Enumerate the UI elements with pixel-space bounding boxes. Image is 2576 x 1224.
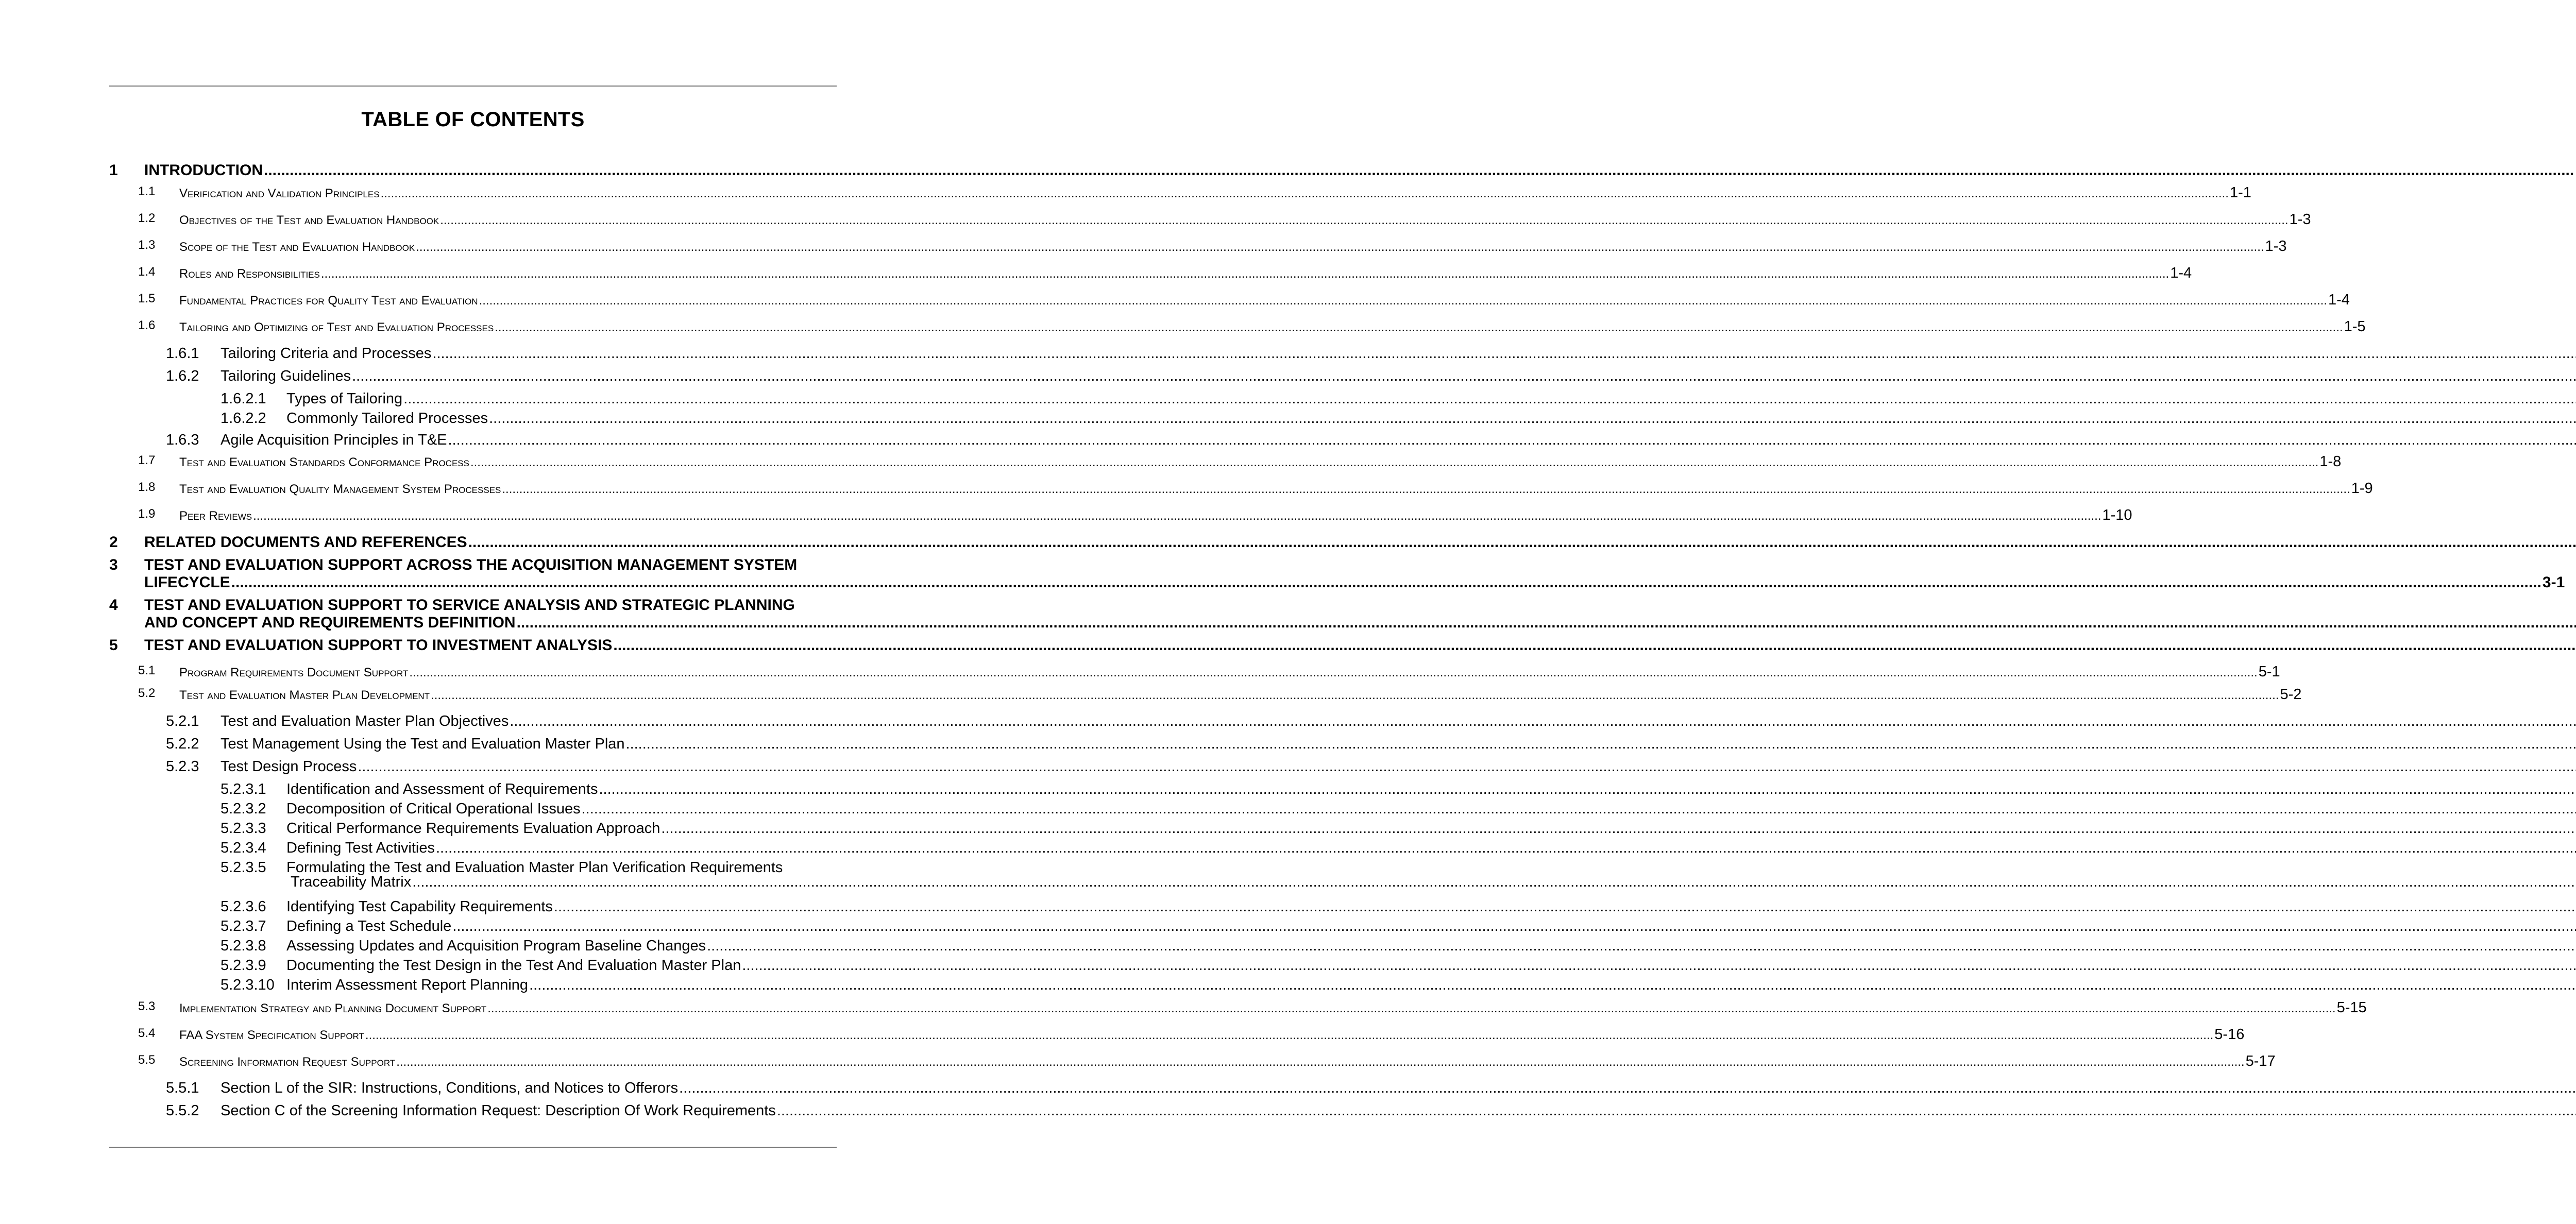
toc-entry-title: Defining Test Activities	[286, 840, 435, 856]
toc-entry-number: 1.6.3	[166, 432, 199, 448]
toc-entry-title: Peer Reviews	[179, 509, 252, 523]
toc-entry-page-number: 1-4	[2328, 292, 2350, 308]
toc-entry-title-line2: AND CONCEPT AND REQUIREMENTS DEFINITION	[144, 614, 516, 631]
toc-entry-title: Documenting the Test Design in the Test And Evaluation Master Plan	[286, 957, 741, 974]
toc-entry[interactable]	[221, 977, 836, 994]
toc-entry[interactable]	[221, 801, 836, 818]
toc-entry-title: Section C of the Screening Information Request: Description Of Work Requirements	[221, 1102, 776, 1119]
toc-entry-number: 1.7	[138, 453, 156, 467]
dot-leader	[448, 432, 2576, 449]
toc-entry-number: 1.6.1	[166, 345, 199, 362]
toc-entry[interactable]	[138, 184, 2251, 201]
toc-entry-title: Tailoring and Optimizing of Test and Evaluation Processes	[179, 320, 494, 334]
toc-entry[interactable]	[138, 453, 2342, 470]
toc-entry[interactable]	[144, 574, 2565, 591]
dot-leader	[679, 1080, 2576, 1097]
dot-leader	[489, 410, 2576, 427]
dot-leader	[495, 320, 2343, 335]
toc-entry-title: Tailoring Guidelines	[221, 368, 351, 384]
toc-entry[interactable]	[138, 292, 2350, 309]
toc-entry-title: Identification and Assessment of Requirements	[286, 781, 598, 797]
toc-entry-number: 5.2.3.7	[221, 918, 266, 934]
toc-entry-title: Decomposition of Critical Operational Issues	[286, 801, 581, 817]
toc-entry-number: 1.6	[138, 318, 156, 332]
dot-leader	[321, 267, 2169, 281]
toc-entry-title-line1: TEST AND EVALUATION SUPPORT TO SERVICE ANALYSIS AND STRATEGIC PLANNING	[144, 597, 795, 614]
toc-entry[interactable]	[291, 874, 836, 891]
dot-leader	[582, 801, 2576, 818]
toc-entry-title-line2: Traceability Matrix	[291, 874, 412, 890]
toc-entry[interactable]	[138, 507, 2132, 524]
dot-leader	[626, 736, 2576, 753]
toc-entry-page-number: 1-1	[2229, 184, 2251, 201]
dot-leader	[365, 1028, 2213, 1043]
dot-leader	[253, 509, 2101, 523]
toc-entry-number: 1.6.2	[166, 368, 199, 384]
dot-leader	[452, 918, 2576, 935]
toc-entry-page-number: 1-8	[2319, 453, 2342, 470]
dot-leader	[487, 1001, 2335, 1016]
toc-entry-number: 1.5	[138, 292, 156, 305]
toc-entry-title: Objectives of the Test and Evaluation Handbook	[179, 213, 439, 227]
toc-entry-page-number: 1-3	[2289, 211, 2311, 228]
dot-leader	[352, 368, 2576, 385]
toc-entry[interactable]	[221, 820, 836, 837]
toc-entry-title: Program Requirements Document Support	[179, 666, 409, 679]
dot-leader	[742, 957, 2576, 974]
dot-leader	[470, 455, 2318, 470]
toc-entry-title: Test and Evaluation Master Plan Objectives	[221, 713, 509, 729]
toc-entry-page-number: 1-4	[2170, 265, 2192, 281]
toc-entry[interactable]	[138, 265, 2192, 282]
toc-entry-title: Test Design Process	[221, 758, 357, 775]
toc-entry-number: 5.2	[138, 686, 156, 700]
dot-leader	[599, 781, 2576, 798]
toc-entry-number: 5.4	[138, 1026, 156, 1040]
toc-entry-page-number: 1-5	[2344, 318, 2366, 335]
toc-entry-title: Critical Performance Requirements Evaluation Approach	[286, 820, 660, 837]
page-title: TABLE OF CONTENTS	[361, 108, 585, 131]
dot-leader	[510, 713, 2576, 730]
toc-entry-title-line2: LIFECYCLE	[144, 574, 230, 591]
dot-leader	[412, 874, 2576, 891]
toc-entry[interactable]	[221, 781, 836, 798]
toc-entry-number: 5.2.1	[166, 713, 199, 729]
dot-leader	[432, 345, 2576, 362]
toc-entry-number: 1.6.2.2	[221, 410, 266, 427]
toc-entry-page-number: 5-15	[2336, 999, 2367, 1016]
toc-entry[interactable]	[166, 368, 836, 385]
toc-entry-number: 2	[109, 534, 118, 551]
toc-entry[interactable]	[221, 410, 836, 427]
toc-entry[interactable]	[138, 1026, 2245, 1043]
dot-leader	[403, 390, 2576, 407]
footer-rule	[109, 1147, 837, 1148]
toc-entry-number: 3	[109, 556, 118, 573]
dot-leader	[554, 898, 2576, 915]
toc-entry-number: 5.1	[138, 664, 156, 677]
toc-entry-number: 5.2.3.3	[221, 820, 266, 837]
toc-entry-title: Tailoring Criteria and Processes	[221, 345, 432, 362]
toc-entry-number: 5.2.3.4	[221, 840, 266, 856]
dot-leader	[529, 977, 2576, 994]
toc-entry-title: FAA System Specification Support	[179, 1028, 364, 1042]
toc-entry[interactable]	[138, 318, 2366, 335]
toc-entry[interactable]	[109, 162, 836, 179]
toc-entry-number: 1.8	[138, 480, 156, 494]
toc-entry-title: Commonly Tailored Processes	[286, 410, 488, 427]
toc-entry[interactable]	[166, 1102, 836, 1119]
header-rule	[109, 86, 837, 87]
toc-entry-page-number: 5-17	[2245, 1053, 2276, 1069]
toc-entry-title: TEST AND EVALUATION SUPPORT TO INVESTMENT ANALYSIS	[144, 637, 613, 654]
dot-leader	[479, 294, 2327, 308]
toc-entry-title: Screening Information Request Support	[179, 1055, 396, 1069]
toc-entry-number: 5.5	[138, 1053, 156, 1067]
dot-leader	[231, 574, 2541, 591]
toc-entry-title-line1: TEST AND EVALUATION SUPPORT ACROSS THE ACQUISITION MANAGEMENT SYSTEM	[144, 556, 798, 573]
toc-entry[interactable]	[221, 957, 836, 974]
dot-leader	[431, 688, 2279, 703]
toc-entry-title: Test and Evaluation Quality Management System Processes	[179, 482, 501, 496]
dot-leader	[381, 186, 2229, 201]
toc-entry-number: 5	[109, 637, 118, 654]
toc-entry-title: Test Management Using the Test and Evaluation Master Plan	[221, 736, 625, 752]
toc-entry[interactable]	[138, 686, 2302, 703]
toc-entry-number: 1.1	[138, 184, 156, 198]
toc-entry-page-number: 5-1	[2258, 664, 2280, 680]
dot-leader	[358, 758, 2576, 775]
toc-entry-title: Test and Evaluation Standards Conformance Process	[179, 455, 469, 469]
toc-entry-number: 1	[109, 162, 118, 179]
dot-leader	[264, 162, 2574, 179]
toc-entry-number: 5.2.3.10	[221, 977, 275, 993]
toc-entry[interactable]	[221, 918, 836, 935]
toc-entry-title: Interim Assessment Report Planning	[286, 977, 529, 993]
toc-entry-number: 5.2.3.9	[221, 957, 266, 974]
toc-entry[interactable]	[221, 840, 836, 857]
toc-entry-number: 5.2.2	[166, 736, 199, 752]
dot-leader	[777, 1102, 2576, 1119]
toc-entry-page-number: 3-1	[2542, 574, 2565, 591]
toc-entry-title: Fundamental Practices for Quality Test and Evaluation	[179, 294, 478, 308]
toc-entry[interactable]	[138, 664, 2280, 681]
dot-leader	[707, 938, 2576, 955]
toc-entry-title: RELATED DOCUMENTS AND REFERENCES	[144, 534, 467, 551]
toc-entry[interactable]	[221, 390, 836, 407]
toc-entry-number: 5.5.2	[166, 1102, 199, 1119]
toc-entry-number: 5.2.3.5	[221, 859, 266, 876]
dot-leader	[436, 840, 2576, 857]
toc-entry-title-line1: Formulating the Test and Evaluation Master Plan Verification Requirements	[286, 859, 783, 876]
toc-entry-page-number: 1-10	[2102, 507, 2132, 523]
dot-leader	[440, 213, 2288, 228]
toc-entry[interactable]	[138, 238, 2287, 255]
toc-entry-number: 5.3	[138, 999, 156, 1013]
toc-entry-title: Section L of the SIR: Instructions, Conditions, and Notices to Offerors	[221, 1080, 679, 1096]
toc-entry-title: Identifying Test Capability Requirements	[286, 898, 553, 915]
toc-entry-page-number: 1-9	[2351, 480, 2373, 497]
toc-entry-title: Agile Acquisition Principles in T&E	[221, 432, 447, 448]
toc-entry[interactable]	[166, 736, 836, 753]
toc-entry-title: Roles and Responsibilities	[179, 267, 320, 281]
toc-entry-number: 1.2	[138, 211, 156, 225]
toc-entry[interactable]	[166, 345, 836, 362]
toc-entry[interactable]	[138, 1053, 2276, 1070]
dot-leader	[613, 637, 2576, 654]
toc-entry[interactable]	[138, 211, 2311, 228]
toc-entry[interactable]	[109, 534, 836, 551]
toc-entry[interactable]	[166, 758, 836, 775]
dot-leader	[416, 240, 2264, 254]
dot-leader	[409, 666, 2257, 680]
dot-leader	[396, 1055, 2244, 1069]
toc-entry-number: 1.3	[138, 238, 156, 252]
toc-entry-number: 1.4	[138, 265, 156, 279]
toc-entry-title: INTRODUCTION	[144, 162, 263, 179]
toc-entry-title: Verification and Validation Principles	[179, 186, 380, 200]
toc-entry-title: Scope of the Test and Evaluation Handbook	[179, 240, 415, 254]
toc-entry-number: 5.2.3	[166, 758, 199, 775]
toc-entry-page-number: 5-2	[2280, 686, 2302, 703]
toc-entry-number: 1.9	[138, 507, 156, 521]
toc-entry[interactable]	[166, 432, 836, 449]
dot-leader	[502, 482, 2350, 497]
toc-entry[interactable]	[221, 898, 836, 915]
toc-entry-number: 5.2.3.6	[221, 898, 266, 915]
toc-entry-number: 5.2.3.8	[221, 938, 266, 954]
toc-entry-title: Defining a Test Schedule	[286, 918, 452, 934]
toc-entry-title: Types of Tailoring	[286, 390, 403, 407]
toc-entry-title: Test and Evaluation Master Plan Development	[179, 688, 430, 702]
toc-entry[interactable]	[166, 713, 836, 730]
toc-entry-number: 5.5.1	[166, 1080, 199, 1096]
dot-leader	[517, 614, 2576, 632]
toc-entry-page-number: 1-3	[2265, 238, 2287, 254]
toc-entry[interactable]	[109, 637, 836, 654]
toc-entry[interactable]	[138, 999, 2367, 1016]
dot-leader	[468, 534, 2576, 551]
toc-entry[interactable]	[166, 1080, 836, 1097]
toc-entry-page-number: 5-16	[2214, 1026, 2245, 1043]
toc-entry-number: 4	[109, 597, 118, 614]
toc-entry-title: Assessing Updates and Acquisition Program Baseline Changes	[286, 938, 706, 954]
toc-entry-number: 1.6.2.1	[221, 390, 266, 407]
dot-leader	[661, 820, 2576, 837]
toc-entry-number: 5.2.3.1	[221, 781, 266, 797]
toc-entry-title: Implementation Strategy and Planning Document Support	[179, 1001, 487, 1015]
toc-entry-number: 5.2.3.2	[221, 801, 266, 817]
toc-entry[interactable]	[221, 938, 836, 955]
toc-entry[interactable]	[144, 614, 836, 632]
toc-entry[interactable]	[138, 480, 2373, 497]
